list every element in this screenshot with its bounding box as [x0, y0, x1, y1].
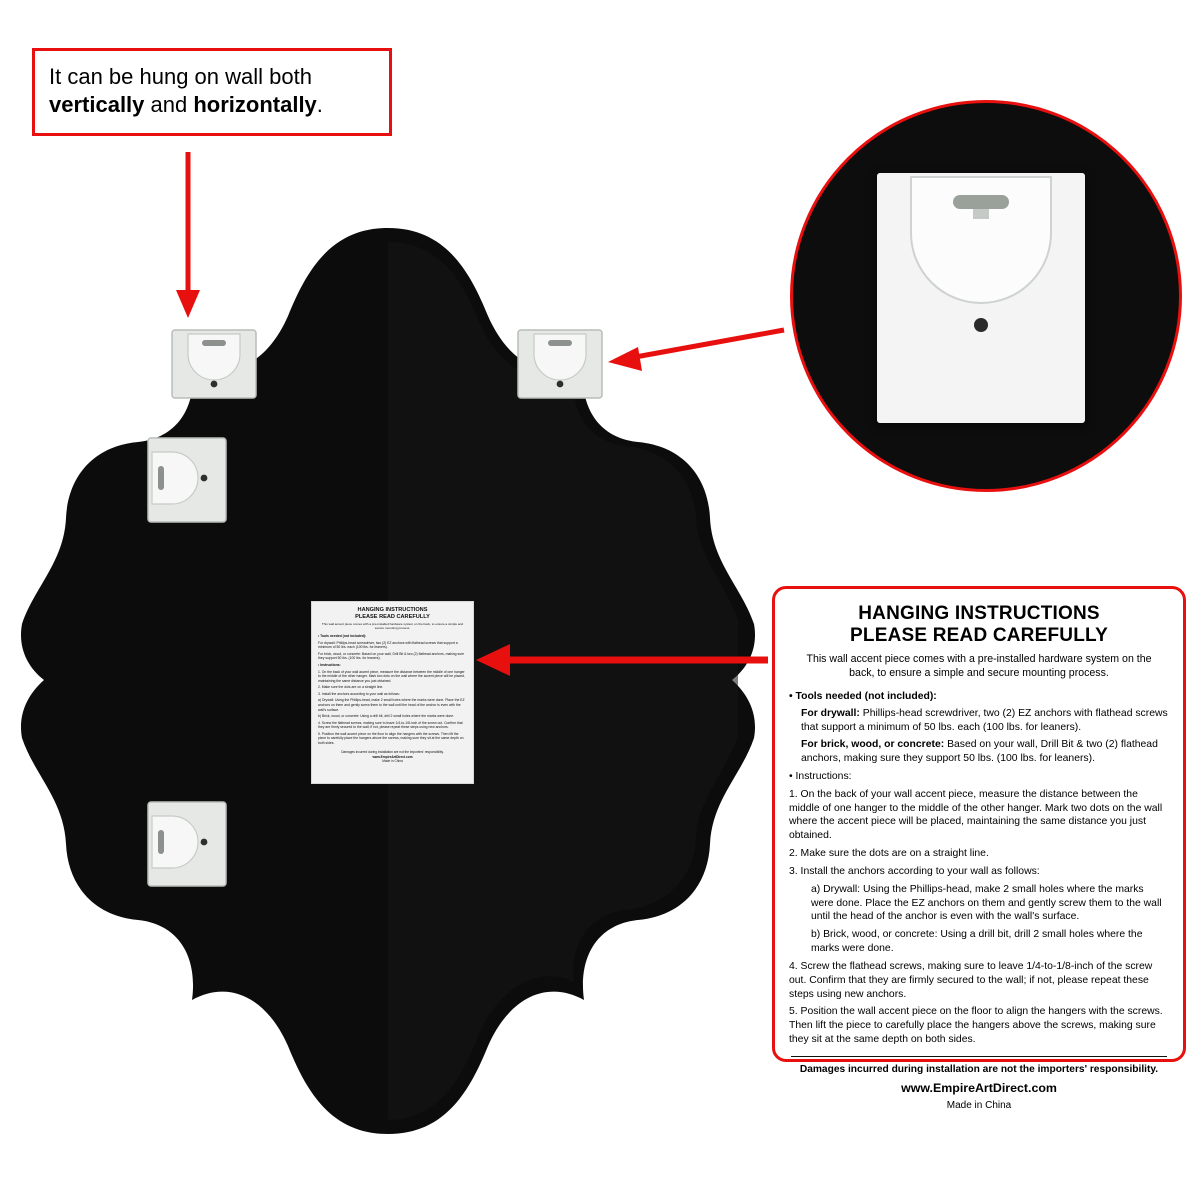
zoom-hanger-plate	[877, 173, 1085, 423]
card-title-line-1: HANGING INSTRUCTIONS	[858, 603, 1100, 624]
mini-brick: For brick, wood, or concrete: Based on your wall, Drill Bit & two (2) flathead anchors, making sure they support 50 lbs. (100 lbs. for leaners).	[318, 651, 465, 661]
card-drywall-text: Phillips-head screwdriver, two (2) EZ anchors with flathead screws that support a minimum of 50 lbs. each (100 lbs. for leaners).	[801, 707, 1168, 733]
mini-subtitle: This wall accent piece comes with a pre-installed hardware system on the back, to ensure a simple and secure mounting process.	[321, 622, 464, 631]
card-brick-text: Based on your wall, Drill Bit & two (2) flathead anchors, making sure they support 50 lbs. (100 lbs. for leaners).	[801, 739, 1158, 765]
card-footer	[789, 1063, 1169, 1113]
zoom-hanger-shape	[877, 173, 1085, 423]
card-step-3b: b) Brick, wood, or concrete: Using a drill bit, drill 2 small holes where the marks were done.	[811, 929, 1143, 955]
mini-step-2: 2. Make sure the dots are on a straight line.	[318, 685, 384, 690]
card-subtitle: This wall accent piece comes with a pre-installed hardware system on the back, to ensure a simple and secure mounting process.	[806, 653, 1152, 680]
callout-period: .	[316, 92, 323, 118]
mini-tools-bullet: • Tools needed (not included):	[318, 634, 367, 639]
mini-step-3: 3. Install the anchors according to your wall as follows:	[318, 691, 400, 696]
hanger-bottom-left	[146, 800, 228, 888]
hanger-middle-left	[146, 436, 228, 524]
mini-step-4: 4. Screw the flathead screws, making sure to leave 1/4-to-1/8-inch of the screw out. Confirm that they are firmly secured to the wall; if not, please repeat these steps using new anchors.	[318, 720, 463, 730]
mini-step-5: 5. Position the wall accent piece on the floor to align the hangers with the screws. Then lift the piece to carefully place the hangers above the screws, making sure they sit at the same depth on both sides.	[318, 731, 464, 745]
card-title-line-2: PLEASE READ CAREFULLY	[850, 624, 1108, 646]
plaque-instruction-label	[311, 601, 474, 784]
card-footer-origin: Made in China	[946, 1099, 1012, 1111]
callout-mid: and	[144, 92, 194, 118]
card-divider	[791, 1056, 1167, 1057]
mini-step-3a: a) Drywall: Using the Phillips-head, make 2 small holes where the marks were done. Place the EZ anchors on them and gently screw them to the wall until the head of the anchor is even with the wall's surface.	[318, 698, 465, 712]
card-instructions-heading: • Instructions:	[789, 770, 852, 782]
card-drywall-label: For drywall:	[801, 707, 860, 719]
mini-instructions-bullet: • Instructions:	[318, 663, 341, 668]
card-brick-label: For brick, wood, or concrete:	[801, 739, 945, 751]
hanging-instructions-card	[772, 586, 1186, 1111]
card-step-2: 2. Make sure the dots are on a straight line.	[789, 848, 989, 860]
card-drywall-line	[801, 707, 1169, 735]
mini-drywall: For drywall: Phillips-head screwdriver, two (2) EZ anchors with flathead screws that support a minimum of 50 lbs. each (100 lbs. for leaners).	[318, 640, 458, 650]
mini-title-1: HANGING INSTRUCTIONS	[357, 607, 428, 613]
hanger-zoom-detail	[790, 100, 1182, 492]
hanger-top-left	[170, 328, 258, 400]
card-step-3a: a) Drywall: Using the Phillips-head, make 2 small holes where the marks were done. Place the EZ anchors on them and gently screw them to the wall until the head of the anchor is even with the wall's surface.	[811, 883, 1162, 923]
callout-bold-vertically: vertically	[49, 92, 145, 118]
card-step-5: 5. Position the wall accent piece on the floor to align the hangers with the screws. Then lift the piece to carefully place the hangers above the screws, making sure they sit at the same depth on both sides.	[789, 1006, 1163, 1046]
callout-line-1: It can be hung on wall both	[49, 64, 312, 89]
mini-step-1: 1. On the back of your wall accent piece, measure the distance between the middle of one hanger to the middle of the other hanger. Mark two dots on the wall where the accent piece will be placed, maintaining the same distance you just obtained.	[318, 669, 466, 683]
card-step-1: 1. On the back of your wall accent piece, measure the distance between the middle of one hanger to the middle of the other hanger. Mark two dots on the wall where the accent piece will be placed, maintaining the same distance you just obtained.	[789, 788, 1163, 842]
callout-orientation	[32, 48, 392, 136]
card-footer-website: www.EmpireArtDirect.com	[901, 1081, 1057, 1096]
hanger-top-right	[516, 328, 604, 400]
card-footer-note: Damages incurred during installation are not the importers' responsibility.	[799, 1063, 1159, 1075]
mini-step-3b: b) Brick, wood, or concrete: Using a drill bit, drill 2 small holes where the marks were done.	[318, 714, 455, 719]
card-tools-heading: • Tools needed (not included):	[789, 690, 937, 702]
card-step-3: 3. Install the anchors according to your wall as follows:	[789, 865, 1040, 877]
callout-bold-horizontally: horizontally	[193, 92, 317, 118]
mini-footer-site: www.EmpireArtDirect.com	[372, 754, 413, 759]
card-brick-line	[801, 738, 1169, 766]
mini-footer-note: Damages incurred during installation are not the importers' responsibility.	[341, 750, 444, 755]
card-step-4: 4. Screw the flathead screws, making sure to leave 1/4-to-1/8-inch of the screw out. Confirm that they are firmly secured to the wall; if not, please repeat these steps using new anchors.	[789, 960, 1153, 1000]
mini-title-2: PLEASE READ CAREFULLY	[355, 613, 430, 620]
mini-footer-origin: Made in China	[382, 759, 403, 764]
